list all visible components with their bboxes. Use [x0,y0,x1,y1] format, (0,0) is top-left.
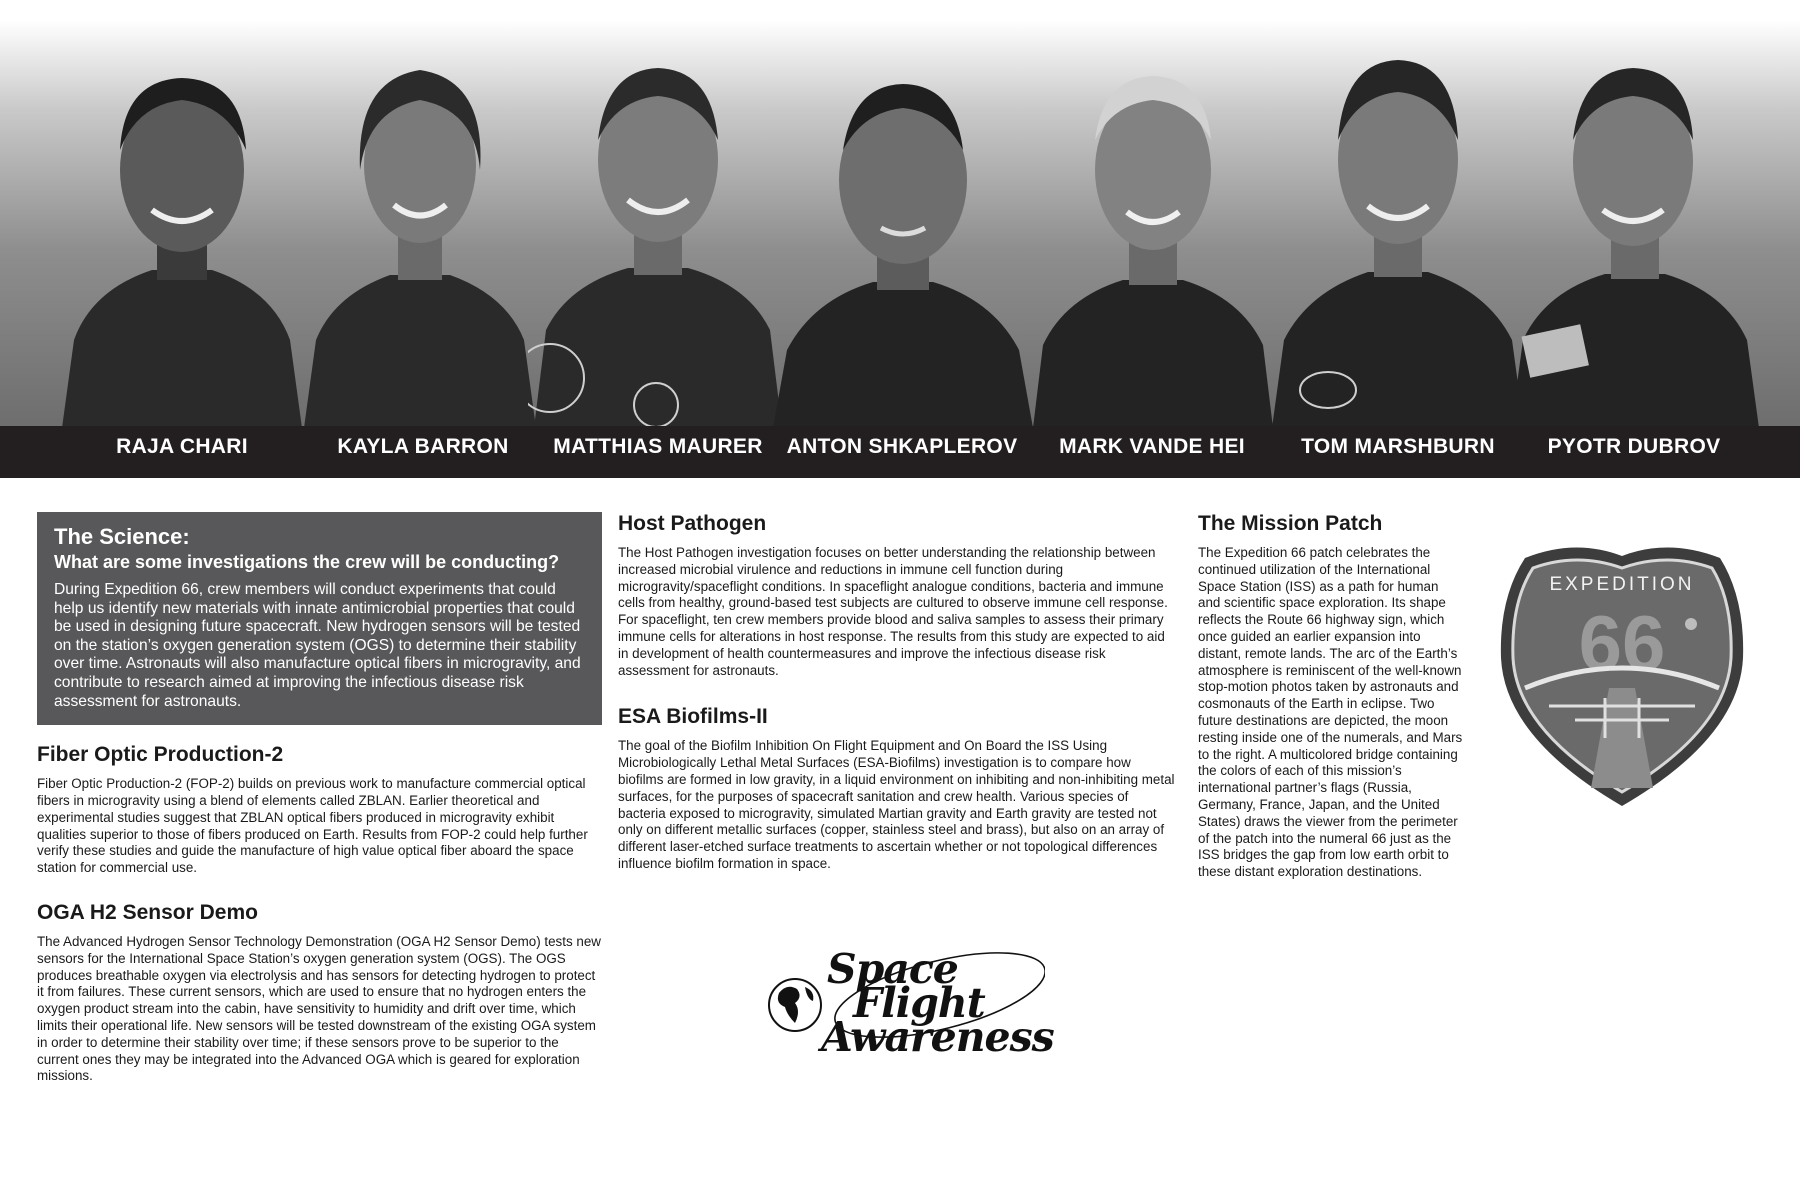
section-title: OGA H2 Sensor Demo [37,900,258,924]
crew-portrait-raja-chari [52,0,312,428]
section-title: ESA Biofilms-II [618,705,768,729]
astronaut-portrait-icon [1023,0,1283,428]
expedition-66-patch-icon [1495,538,1750,810]
crew-name-matthias-maurer: MATTHIAS MAURER [553,435,763,458]
crew-portrait-pyotr-dubrov [1505,0,1765,428]
astronaut-portrait-icon [1268,0,1528,428]
crew-portrait-tom-marshburn [1268,0,1528,428]
section-body: The goal of the Biofilm Inhibition On Flight Equipment and On Board the ISS Using Microbiologically Lethal Metal Surfaces (ESA-Biofilms) investigation is to compare how biofilms are formed in low gravity, in a liquid environment on inhibiting and non-inhibiting metal surfaces, for the purposes of spacecraft sanitation and crew health. Various species of bacteria exposed to microgravity, simulated Martian gravity and Earth gravity are tested not only on different metallic surfaces (copper, stainless steel and brass), but also on an array of different laser-etched surface treatments to ascertain whether or not topological differences influence biofilm formation in space. [618,738,1175,871]
space-flight-awareness-logo [765,945,1054,1065]
science-subtitle: What are some investigations the crew will be conducting? [54,552,560,572]
science-title: The Science: [54,524,190,549]
crew-portrait-mark-vande-hei [1023,0,1283,428]
section-esa-biofilms [618,705,1178,872]
column-right [1198,512,1463,881]
section-fiber-optic [37,743,602,877]
astronaut-portrait-icon [1505,0,1765,428]
crew-name-mark-vande-hei: MARK VANDE HEI [1059,435,1245,458]
crew-name-pyotr-dubrov: PYOTR DUBROV [1547,435,1721,458]
section-title: Fiber Optic Production-2 [37,743,284,767]
section-body: Fiber Optic Production-2 (FOP-2) builds on previous work to manufacture commercial optical fibers in microgravity using a blend of elements called ZBLAN. Earlier theoretical and experimental studies suggest that ZBLAN optical fibers produced in microgravity exhibit qualities superior to those of fibers produced on Earth. Results from FOP-2 could help further verify these studies and guide the manufacture of high value optical fiber aboard the space station for commercial use. [37,776,588,876]
section-body: The Host Pathogen investigation focuses on better understanding the relationship between increased microbial virulence and reductions in immune cell function during microgravity/spaceflight conditions. In spaceflight analogue conditions, bacteria and immune cells from healthy, ground-based test subjects are cultured to observe immune cell response. For spaceflight, ten crew members provide blood and saliva samples to assess their primary immune cells for alterations in host response. The results from this study are expected to aid in development of health countermeasures and improve the infectious disease risk assessment for astronauts. [618,545,1168,678]
logo-word-flight: Flight [853,979,985,1027]
section-title: The Mission Patch [1198,512,1383,535]
mission-patch [1495,538,1750,810]
svg-text:66: 66 [1578,599,1666,687]
crew-banner [0,0,1800,478]
crew-portrait-anton-shkaplerov [773,0,1033,428]
section-title: Host Pathogen [618,512,767,535]
science-box [37,512,602,725]
section-host-pathogen [618,512,1178,679]
section-oga-h2 [37,901,602,1085]
logo-word-space: Space [827,945,958,993]
column-left [37,512,602,1109]
crew-name-tom-marshburn: TOM MARSHBURN [1301,435,1495,458]
astronaut-portrait-icon [528,0,788,428]
crew-portrait-matthias-maurer [528,0,788,428]
logo-word-awareness: Awareness [821,1013,1054,1061]
astronaut-portrait-icon [773,0,1033,428]
svg-text:EXPEDITION: EXPEDITION [1549,574,1695,595]
astronaut-portrait-icon [290,0,550,428]
astronaut-portrait-icon [52,0,312,428]
crew-name-kayla-barron: KAYLA BARRON [337,435,509,458]
crew-name-anton-shkaplerov: ANTON SHKAPLEROV [786,435,1018,458]
science-body: During Expedition 66, crew members will conduct experiments that could help us identify new materials with innate antimicrobial properties that could be used in designing future spacecraft. New hydrogen sensors will be tested on the station’s oxygen generation system (OGS) to determine their stability over time. Astronauts will also manufacture optical fibers in microgravity, and contribute to research aimed at improving the infectious disease risk assessment for astronauts. [54,581,581,710]
section-body: The Advanced Hydrogen Sensor Technology Demonstration (OGA H2 Sensor Demo) tests new sensors for the International Space Station’s oxygen generation system (OGS). The OGS produces breathable oxygen via electrolysis and has sensors for detecting hydrogen to protect it from failures. These current sensors, which are used to ensure that no hydrogen enters the oxygen product stream into the cabin, have sensitivity to humidity and drift over time, which limits their operational life. New sensors will be tested downstream of the existing OGA system in order to determine their stability over time; if these sensors prove to be superior to the current ones they may be integrated into the Advanced OGA which is geared for exploration missions. [37,933,601,1084]
crew-name-raja-chari: RAJA CHARI [116,435,248,458]
column-middle [618,512,1178,899]
section-body: The Expedition 66 patch celebrates the continued utilization of the International Space Station (ISS) as a path for human and scientific space exploration. Its shape reflects the Route 66 highway sign, which once guided an earlier expansion into distant, remote lands. The arc of the Earth’s atmosphere is reminiscent of the well-known stop-motion photos taken by astronauts and cosmonauts of the Earth in eclipse. Two future destinations are depicted, the moon resting inside one of the numerals, and Mars to the right. A multicolored bridge containing the colors of each of this mission’s international partner’s flags (Russia, Germany, France, Japan, and the United States) draws the viewer from the perimeter of the patch into the numeral 66 just as the ISS bridges the gap from low earth orbit to these distant exploration destinations. [1198,545,1463,880]
crew-portrait-kayla-barron [290,0,550,428]
